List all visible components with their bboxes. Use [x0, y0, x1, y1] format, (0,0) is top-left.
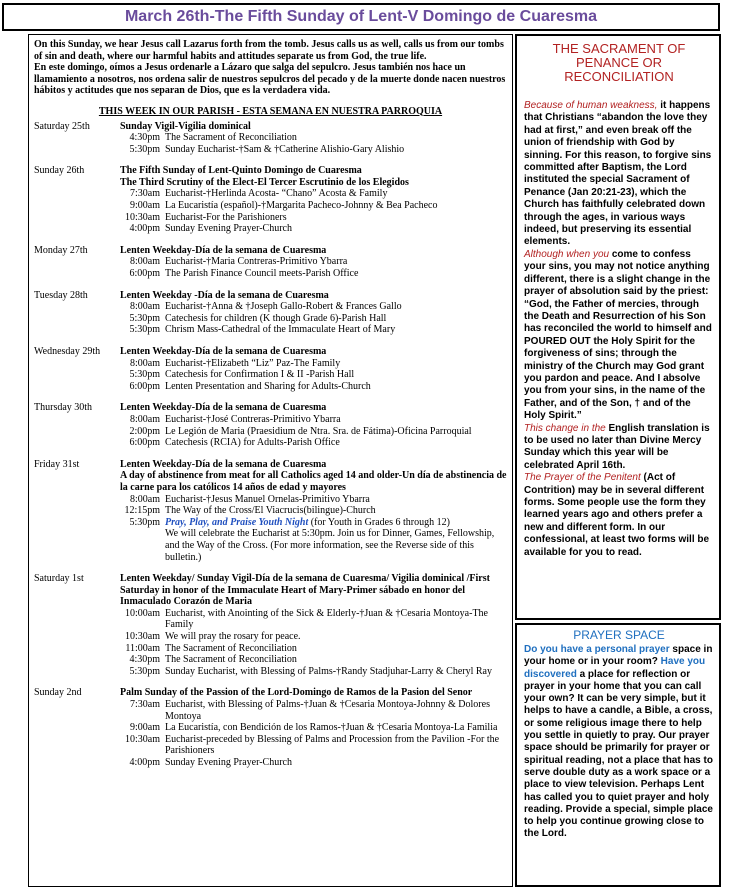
event-time: 9:00am: [130, 722, 160, 734]
event-row: [120, 631, 507, 643]
event-description: [165, 301, 507, 313]
penance-lead-3: This change in the: [524, 422, 606, 434]
event-time: [120, 528, 165, 563]
event-description: [165, 268, 507, 280]
event-time: 5:30pm: [129, 516, 160, 528]
event-description: [165, 699, 507, 722]
event-row: [120, 256, 507, 268]
event-text: Eucharist-preceded by Blessing of Palms and Procession from the Pavilion -For the Parishioners: [165, 733, 500, 757]
event-description: [165, 200, 507, 212]
day-heading: Lenten Weekday -Día de la semana de Cuaresma: [120, 289, 329, 301]
event-description: [165, 643, 507, 655]
event-row: [120, 608, 507, 631]
event-text: The Sacrament of Reconciliation: [165, 642, 297, 654]
event-row: [120, 223, 507, 235]
event-row: [120, 132, 507, 144]
event-text: Catechesis for children (K though Grade 6)-Parish Hall: [165, 312, 387, 324]
event-description: [165, 426, 507, 438]
event-row: [120, 324, 507, 336]
day-details: [120, 290, 507, 336]
prayer-answer: a place for reflection or prayer in your home that you can call your own? It can be very simple, but it helps to have a candle, a Bible, a cross, or some religious image there to help you settle in quietly to pray. Our prayer space should be primarily for prayer or spiritual reading, not a place that has to serve double duty as a work space or a place to view television. Perhaps Lent has called you to quiet prayer and holy reading. Provide a special, simple place to help you continue growing close to the Lord.: [524, 668, 713, 840]
event-description: [165, 144, 507, 156]
event-description: [165, 358, 507, 370]
event-time: 6:00pm: [129, 380, 160, 392]
penance-lead-4: The Prayer of the Penitent: [524, 472, 641, 484]
event-time: 8:00am: [130, 413, 160, 425]
event-time: 8:00am: [130, 301, 160, 313]
day-heading: The Fifth Sunday of Lent-Quinto Domingo de Cuaresma: [120, 165, 362, 177]
penance-text-1: it happens that Christians “abandon the love they had at first,” and even break off the union of friendship with God by sinning. For this reason, to forgive sins committed after Baptism, the Lord instituted the special Sacrament of Penance (Jan 20:21-23), which the Church has faithfully celebrated down through the ages, in various ways indeed, but preserving its essential elements.: [524, 100, 712, 248]
day-label: Sunday 2nd: [34, 687, 82, 699]
penance-paragraph: [524, 423, 714, 473]
event-row: [120, 666, 507, 678]
event-time: 10:00am: [125, 607, 160, 619]
event-description: [165, 505, 507, 517]
event-description: [165, 223, 507, 235]
event-row: [120, 757, 507, 769]
day-label: Tuesday 28th: [34, 289, 88, 301]
event-description: [165, 654, 507, 666]
event-text: Eucharist-†Elizabeth “Liz” Paz-The Family: [165, 357, 341, 369]
event-time: 12:15pm: [124, 505, 160, 517]
event-time: 5:30pm: [129, 143, 160, 155]
event-row: [120, 414, 507, 426]
schedule-day: [34, 573, 507, 677]
penance-title: THE SACRAMENT OF PENANCE OR RECONCILIATION: [552, 41, 686, 84]
event-text: We will celebrate the Eucharist at 5:30pm. Join us for Dinner, Games, Fellowship, and the Way of the Cross. (For more information, see the Reverse side of this bulletin.): [165, 528, 495, 563]
day-details: [120, 346, 507, 392]
event-text: (for Youth in Grades 6 through 12): [308, 516, 450, 528]
intro-english: On this Sunday, we hear Jesus call Lazarus forth from the tomb. Jesus calls us as well, calls us from our tombs of sin and death, where our harmful habits and attitudes separate us from God, the true life.: [34, 39, 504, 62]
parish-schedule-column: [28, 34, 513, 887]
day-heading: Lenten Weekday-Día de la semana de Cuaresma: [120, 402, 327, 414]
schedule-days: [34, 121, 507, 769]
event-text: Lenten Presentation and Sharing for Adults-Church: [165, 380, 371, 392]
schedule-day: [34, 687, 507, 768]
day-details: [120, 121, 507, 156]
day-heading: Lenten Weekday-Día de la semana de Cuaresma: [120, 346, 327, 357]
event-text: Chrism Mass-Cathedral of the Immaculate Heart of Mary: [165, 324, 396, 336]
prayer-space-box: [515, 623, 721, 887]
event-text: The Way of the Cross/El Viacrucis(bilingue)-Church: [165, 505, 376, 517]
day-label: Wednesday 29th: [34, 346, 101, 357]
event-row: [120, 200, 507, 212]
penance-paragraph: [524, 249, 714, 423]
event-row: [120, 494, 507, 506]
event-row: [120, 699, 507, 722]
event-row: [120, 369, 507, 381]
event-time: 7:30am: [130, 188, 160, 200]
event-time: 4:00pm: [129, 223, 160, 235]
intro-spanish: En este domingo, oímos a Jesus ordenarle a Lázaro que salga del sepulcro. Jesus también nos hace un llamamiento a nosotros, nos ordena salir de nuestros sepulcros del pecado y de la muerte donde nacen nuestros hábitos y actitudes que nos separan de Dios, que es la verdadera vida.: [34, 62, 506, 96]
day-label: Sunday 26th: [34, 165, 85, 177]
event-row: [120, 643, 507, 655]
schedule-day: [34, 346, 507, 392]
event-row: [120, 188, 507, 200]
event-time: 4:30pm: [129, 654, 160, 666]
event-description: [165, 722, 507, 734]
day-label: Thursday 30th: [34, 402, 93, 414]
event-text: Eucharist-†José Contreras-Primitivo Ybarra: [165, 413, 341, 425]
penance-paragraph: [524, 100, 714, 249]
event-text: Sunday Evening Prayer-Church: [165, 223, 292, 235]
event-time: 10:30am: [125, 733, 160, 745]
event-text: Eucharist-†Jesus Manuel Ornelas-Primitivo Ybarra: [165, 493, 370, 505]
event-text: We will pray the rosary for peace.: [165, 631, 301, 643]
day-subheading: A day of abstinence from meat for all Catholics aged 14 and older-Un día de abstinencia de la carne para los católicos 14 años de edad y mayores: [120, 470, 507, 493]
event-row: [120, 301, 507, 313]
day-label: Saturday 25th: [34, 120, 90, 132]
day-heading: Palm Sunday of the Passion of the Lord-Domingo de Ramos de la Pasion del Senor: [120, 687, 473, 699]
event-row: [120, 528, 507, 563]
event-row: [120, 722, 507, 734]
day-heading: Lenten Weekday/ Sunday Vigil-Día de la semana de Cuaresma/ Vigilia dominical /First Saturday in honor of the Immaculate Heart of Mary-Primer sábado en honor del Inmaculado Corazón de Maria: [120, 573, 490, 608]
event-description: [165, 757, 507, 769]
event-text: Eucharist-†Anna & †Joseph Gallo-Robert & Frances Gallo: [165, 301, 402, 313]
day-label: Monday 27th: [34, 244, 88, 256]
schedule-day: [34, 121, 507, 156]
event-text: Eucharist-For the Parishioners: [165, 211, 287, 223]
day-label: Saturday 1st: [34, 573, 84, 585]
page-title: March 26th-The Fifth Sunday of Lent-V Domingo de Cuaresma: [2, 3, 720, 31]
day-details: [120, 245, 507, 280]
event-text: Le Legión de Maria (Praesidium de Ntra. Sra. de Fátima)-Oficina Parroquial: [165, 425, 472, 437]
event-description: [165, 437, 507, 449]
event-row: [120, 313, 507, 325]
penance-lead-1: Because of human weakness,: [524, 100, 658, 111]
day-heading: Lenten Weekday-Día de la semana de Cuaresma: [120, 244, 327, 256]
event-row: [120, 268, 507, 280]
event-row: [120, 654, 507, 666]
event-row: [120, 734, 507, 757]
schedule-day: [34, 402, 507, 448]
event-description: [165, 608, 507, 631]
schedule-day: [34, 459, 507, 563]
event-time: 5:30pm: [129, 324, 160, 336]
day-subheading: The Third Scrutiny of the Elect-El Tercer Escrutinio de los Elegidos: [120, 176, 409, 188]
day-details: [120, 165, 507, 235]
event-description: [165, 369, 507, 381]
event-time: 5:30pm: [129, 369, 160, 381]
event-text: The Sacrament of Reconciliation: [165, 654, 297, 666]
event-time: 4:30pm: [129, 132, 160, 144]
schedule-heading: THIS WEEK IN OUR PARISH - ESTA SEMANA EN NUESTRA PARROQUIA: [98, 105, 443, 117]
day-label: Friday 31st: [34, 458, 80, 470]
event-row: [120, 358, 507, 370]
event-description: [165, 494, 507, 506]
event-description: [165, 132, 507, 144]
event-description: [165, 256, 507, 268]
event-row: [120, 381, 507, 393]
day-details: [120, 402, 507, 448]
penance-lead-2: Although when you: [524, 248, 610, 260]
event-text: Eucharist-†Maria Contreras-Primitivo Ybarra: [165, 256, 348, 268]
event-time: 9:00am: [130, 200, 160, 212]
prayer-space-title: PRAYER SPACE: [573, 628, 665, 642]
event-row: [120, 505, 507, 517]
event-text: La Eucaristía, con Bendición de los Ramos-†Juan & †Cesaria Montoya-La Familia: [165, 722, 498, 734]
event-time: 6:00pm: [129, 268, 160, 280]
event-description: [165, 517, 507, 529]
event-text: Eucharist-†Herlinda Acosta- “Chano” Acosta & Family: [165, 188, 388, 200]
event-description: [165, 313, 507, 325]
schedule-day: [34, 290, 507, 336]
event-time: 8:00am: [130, 357, 160, 369]
event-description: [165, 212, 507, 224]
prayer-answer-lead: Have you discovered: [524, 656, 706, 680]
event-highlight: Pray, Play, and Praise Youth Night: [165, 516, 309, 528]
event-row: [120, 144, 507, 156]
event-time: 11:00am: [125, 642, 160, 654]
event-text: La Eucaristía (español)-†Margarita Pacheco-Johnny & Bea Pacheco: [165, 200, 438, 212]
prayer-question-lead: Do you have a personal prayer: [524, 644, 670, 655]
event-row: [120, 437, 507, 449]
event-time: 5:30pm: [129, 665, 160, 677]
day-details: [120, 687, 507, 768]
schedule-day: [34, 165, 507, 235]
event-time: 5:30pm: [129, 312, 160, 324]
event-text: Sunday Eucharist, with Blessing of Palms-†Randy Stadjuhar-Larry & Cheryl Ray: [165, 665, 492, 677]
event-text: Sunday Eucharist-†Sam & †Catherine Alishio-Gary Alishio: [165, 143, 405, 155]
event-description: [165, 734, 507, 757]
event-text: Eucharist, with Anointing of the Sick & Elderly-†Juan & †Cesaria Montoya-The Family: [165, 607, 488, 631]
penance-text-4: (Act of Contrition) may be in several different forms. Some people use the form they learned years ago and others prefer a new and different form. In our confessional, at least two forms will be available for you to read.: [524, 472, 710, 558]
day-details: [120, 573, 507, 677]
event-description: [165, 666, 507, 678]
event-row: [120, 212, 507, 224]
penance-text-2: come to confess your sins, you may not notice anything different, there is a slight change in the prayer of absolution said by the priest: “God, the Father of mercies, through the Death and Resurrection of his Son has reconciled the world to himself and POURED OUT the Holy Spirit for the forgiveness of sins; through the ministry of the Church may God grant you pardon and peace. And I absolve you from your sins, in the name of the Father, and of the Son, † and of the Holy Spirit.”: [524, 248, 712, 422]
day-heading: Lenten Weekday-Día de la semana de Cuaresma: [120, 458, 327, 470]
event-time: 2:00pm: [129, 425, 160, 437]
prayer-question: space in your home or in your room?: [524, 644, 713, 668]
event-text: The Sacrament of Reconciliation: [165, 132, 297, 144]
day-heading: Sunday Vigil-Vigilia dominical: [120, 120, 251, 132]
event-text: Sunday Evening Prayer-Church: [165, 757, 292, 768]
event-time: 10:30am: [125, 631, 160, 643]
event-row: [120, 426, 507, 438]
event-time: 6:00pm: [129, 437, 160, 449]
event-time: 10:30am: [125, 211, 160, 223]
event-time: 4:00pm: [129, 757, 160, 768]
event-text: Catechesis (RCIA) for Adults-Parish Office: [165, 437, 340, 449]
event-description: [165, 188, 507, 200]
event-description: [165, 528, 507, 563]
penance-text-3: English translation is to be used no later than Divine Mercy Sunday which this year will be celebrated April 16th.: [524, 422, 710, 471]
event-time: 7:30am: [130, 699, 160, 711]
event-text: Catechesis for Confirmation I & II -Parish Hall: [165, 369, 355, 381]
penance-box: [515, 34, 721, 620]
day-details: [120, 459, 507, 563]
schedule-day: [34, 245, 507, 280]
event-time: 8:00am: [130, 493, 160, 505]
event-text: Eucharist, with Blessing of Palms-†Juan & †Cesaria Montoya-Johnny & Dolores Montoya: [165, 699, 490, 722]
event-row: [120, 517, 507, 529]
prayer-space-paragraph: [524, 644, 714, 841]
event-description: [165, 631, 507, 643]
penance-paragraph: [524, 472, 714, 559]
event-text: The Parish Finance Council meets-Parish Office: [165, 268, 359, 280]
event-description: [165, 324, 507, 336]
event-description: [165, 414, 507, 426]
event-description: [165, 381, 507, 393]
event-time: 8:00am: [130, 256, 160, 268]
